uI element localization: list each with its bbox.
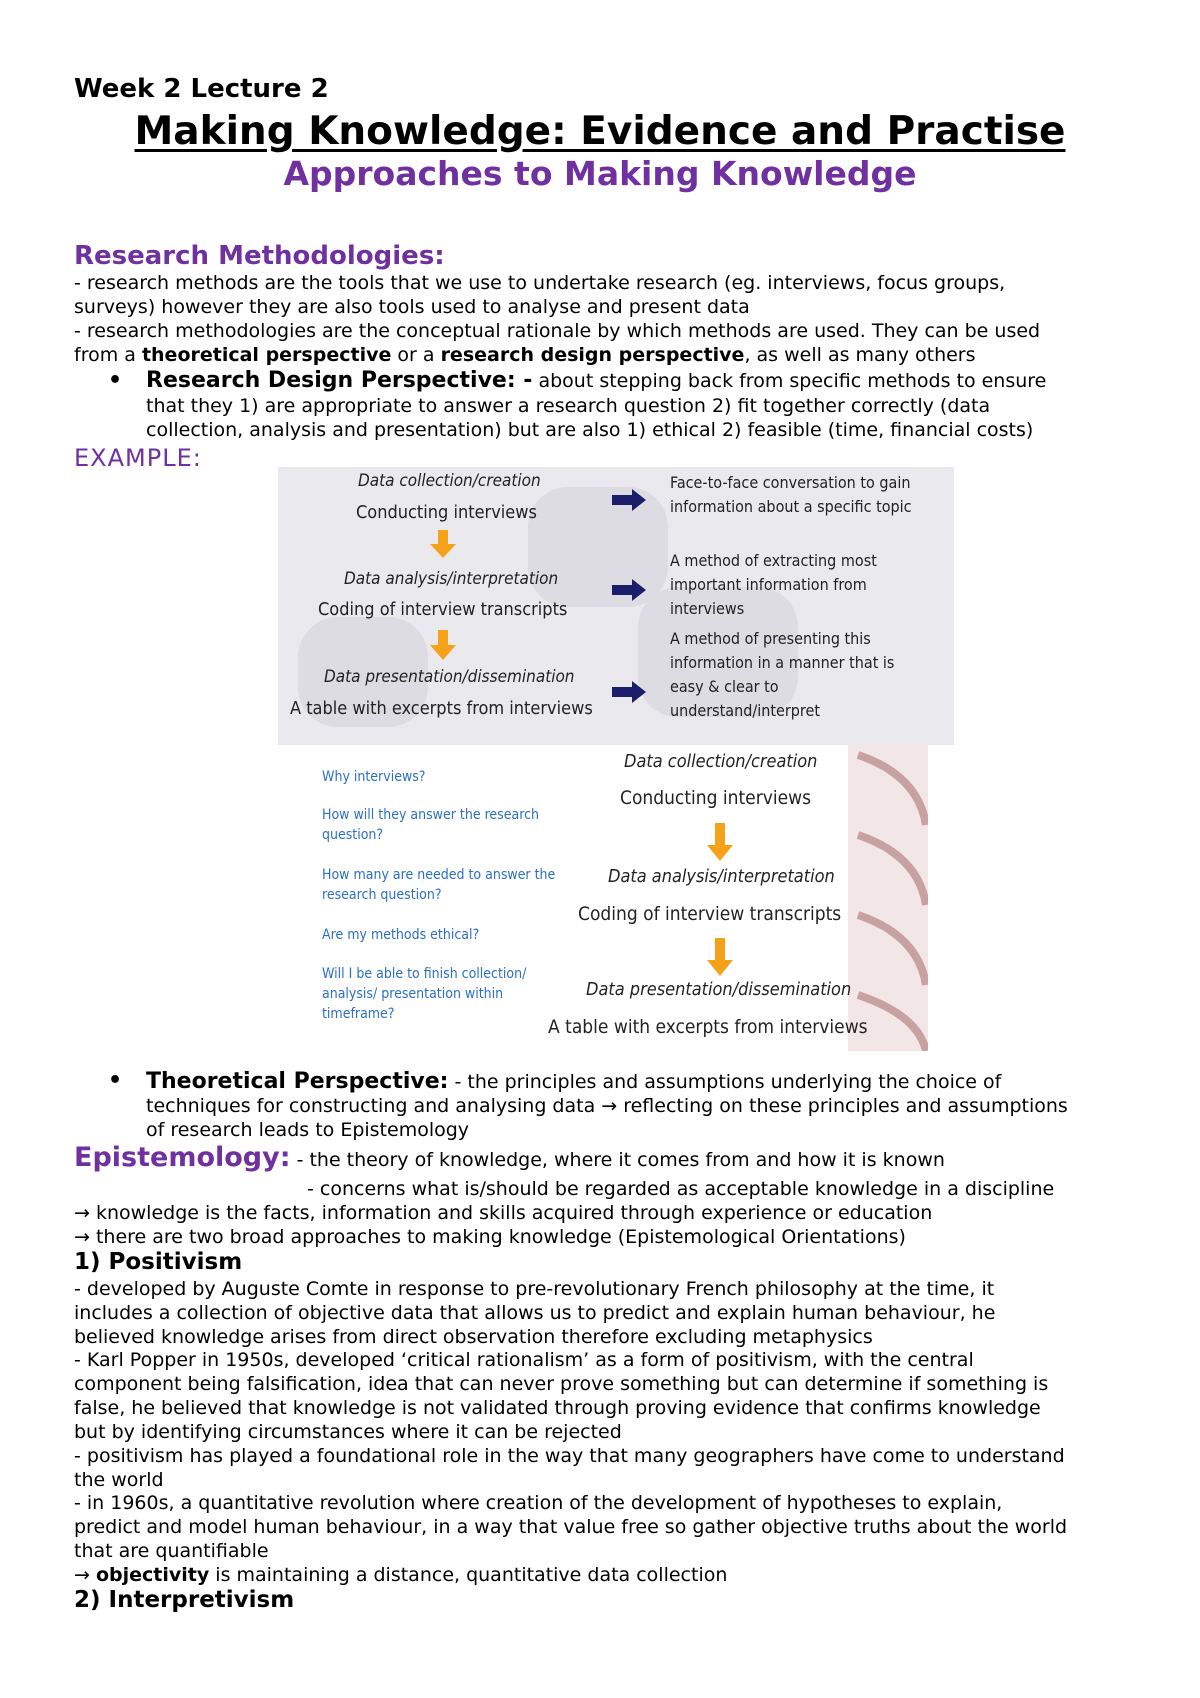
epistemology-text-1: - the theory of knowledge, where it comes from and how it is known (290, 1149, 945, 1171)
rm-theoretical-term: theoretical perspective (141, 344, 392, 366)
interpretivism-heading: 2) Interpretivism (74, 1587, 295, 1613)
epistemology-line-1 (74, 1142, 945, 1173)
theoretical-line-3: of research leads to Epistemology (146, 1119, 470, 1141)
fig2-question-5-line3: timeframe? (322, 1006, 395, 1022)
positivism-p4-line3: that are quantifiable (74, 1540, 269, 1562)
fig1-desc2-line2: important information from (670, 575, 867, 594)
rm-design-term: research design perspective (440, 344, 745, 366)
theoretical-label: Theoretical Perspective: (146, 1069, 449, 1094)
positivism-p3-line1: - positivism has played a foundational role in the way that many geographers have come to understand (74, 1445, 1065, 1467)
positivism-p2-line1: - Karl Popper in 1950s, developed ‘critical rationalism’ as a form of positivism, with the central (74, 1349, 974, 1371)
fig2-question-2-line1: How will they answer the research (322, 807, 539, 823)
fig1-desc3-line1: A method of presenting this (670, 629, 871, 648)
arrow-glyph: → (74, 1564, 96, 1586)
fig1-desc2-line1: A method of extracting most (670, 551, 877, 570)
rm-line-1: - research methods are the tools that we use to undertake research (eg. interviews, focus groups, (74, 272, 1006, 294)
fig1-step3-title: Data presentation/dissemination (324, 667, 575, 687)
fig1-desc3-line2: information in a manner that is (670, 653, 895, 672)
fig1-desc1-line2: information about a specific topic (670, 497, 912, 516)
fig2-step3-text: A table with excerpts from interviews (548, 1016, 868, 1038)
rm-line-4-e: , as well as many others (744, 344, 976, 366)
fig1-step2-text: Coding of interview transcripts (318, 599, 568, 620)
fig2-step2-title: Data analysis/interpretation (608, 866, 835, 887)
bullet-dot: • (108, 1068, 123, 1093)
research-design-label: Research Design Perspective: - (146, 368, 533, 393)
fig2-question-2-line2: question? (322, 827, 384, 843)
fig2-question-4: Are my methods ethical? (322, 927, 480, 943)
down-arrow-icon (430, 530, 456, 558)
fig1-step1-title: Data collection/creation (358, 471, 541, 491)
research-design-figure-2 (278, 745, 928, 1051)
fig2-question-3-line2: research question? (322, 887, 442, 903)
lecture-label: Week 2 Lecture 2 (74, 74, 329, 104)
positivism-p5 (74, 1563, 727, 1587)
fig2-step2-text: Coding of interview transcripts (578, 903, 842, 925)
positivism-p2-line4: but by identifying circumstances where it can be rejected (74, 1421, 622, 1443)
positivism-p1-line3: believed knowledge arises from direct observation therefore excluding metaphysics (74, 1326, 873, 1348)
rm-line-3: - research methodologies are the conceptual rationale by which methods are used. They can be used (74, 320, 1041, 342)
positivism-p5-rest: is maintaining a distance, quantitative data collection (209, 1564, 728, 1586)
rm-line-4-a: from a (74, 344, 142, 366)
fig2-question-1: Why interviews? (322, 769, 426, 785)
down-arrow-icon (707, 938, 733, 976)
fig2-step1-title: Data collection/creation (624, 751, 818, 772)
fig1-step3-text: A table with excerpts from interviews (290, 698, 593, 719)
fig1-step2-title: Data analysis/interpretation (344, 569, 559, 589)
research-methodologies-heading: Research Methodologies: (74, 241, 445, 271)
positivism-p1-line1: - developed by Auguste Comte in response to pre-revolutionary French philosophy at the time, it (74, 1278, 995, 1300)
positivism-heading: 1) Positivism (74, 1249, 243, 1275)
page-title: Making Knowledge: Evidence and Practise (134, 109, 1066, 154)
positivism-p4-line2: predict and model human behaviour, in a way that value free so gather objective truths about the world (74, 1516, 1068, 1538)
positivism-p2-line2: component being falsification, idea that can never prove something but can determine if something is (74, 1373, 1049, 1395)
fig1-desc2-line3: interviews (670, 599, 745, 618)
epistemology-line-2: - concerns what is/should be regarded as acceptable knowledge in a discipline (307, 1178, 1055, 1200)
positivism-p2-line3: false, he believed that knowledge is not validated through proving evidence that confirms knowledge (74, 1397, 1041, 1419)
epistemology-line-4: → there are two broad approaches to making knowledge (Epistemological Orientations) (74, 1226, 906, 1248)
research-design-text-1: about stepping back from specific methods to ensure (532, 370, 1047, 392)
fig2-step3-title: Data presentation/dissemination (586, 979, 852, 1000)
fig2-question-3-line1: How many are needed to answer the (322, 867, 556, 883)
research-design-line-3: collection, analysis and presentation) but are also 1) ethical 2) feasible (time, financial costs) (146, 419, 1034, 441)
down-arrow-icon (430, 630, 456, 660)
rm-line-4-c: or a (391, 344, 441, 366)
right-arrow-icon (612, 489, 646, 511)
objectivity-term: objectivity (95, 1564, 210, 1586)
fig1-desc3-line3: easy & clear to (670, 677, 779, 696)
positivism-p4-line1: - in 1960s, a quantitative revolution where creation of the development of hypotheses to explain, (74, 1492, 1003, 1514)
fig1-desc1-line1: Face-to-face conversation to gain (670, 473, 911, 492)
right-arrow-icon (612, 681, 646, 703)
binder-rings-decoration (808, 745, 928, 1051)
rm-line-4 (74, 343, 976, 367)
fig2-question-5-line1: Will I be able to finish collection/ (322, 966, 527, 982)
example-label: EXAMPLE: (74, 444, 202, 472)
research-design-line-1 (146, 369, 1046, 393)
theoretical-line-1 (146, 1070, 1001, 1094)
positivism-p3-line2: the world (74, 1469, 164, 1491)
fig1-step1-text: Conducting interviews (356, 502, 537, 523)
theoretical-line-2: techniques for constructing and analysing data → reflecting on these principles and assumptions (146, 1095, 1068, 1117)
fig1-desc3-line4: understand/interpret (670, 701, 820, 720)
down-arrow-icon (707, 823, 733, 861)
epistemology-line-3: → knowledge is the facts, information and skills acquired through experience or education (74, 1202, 933, 1224)
research-design-figure-1 (278, 467, 954, 745)
bullet-dot: • (108, 368, 123, 393)
positivism-p1-line2: includes a collection of objective data that allows us to predict and explain human behaviour, he (74, 1302, 996, 1324)
right-arrow-icon (612, 579, 646, 601)
fig2-step1-text: Conducting interviews (620, 787, 811, 809)
fig2-question-5-line2: analysis/ presentation within (322, 986, 504, 1002)
rm-line-2: surveys) however they are also tools used to analyse and present data (74, 296, 750, 318)
page-subtitle: Approaches to Making Knowledge (283, 154, 917, 193)
epistemology-heading: Epistemology: (74, 1142, 291, 1173)
theoretical-text-1: - the principles and assumptions underlying the choice of (448, 1071, 1002, 1093)
research-design-line-2: that they 1) are appropriate to answer a research question 2) fit together correctly (data (146, 395, 991, 417)
